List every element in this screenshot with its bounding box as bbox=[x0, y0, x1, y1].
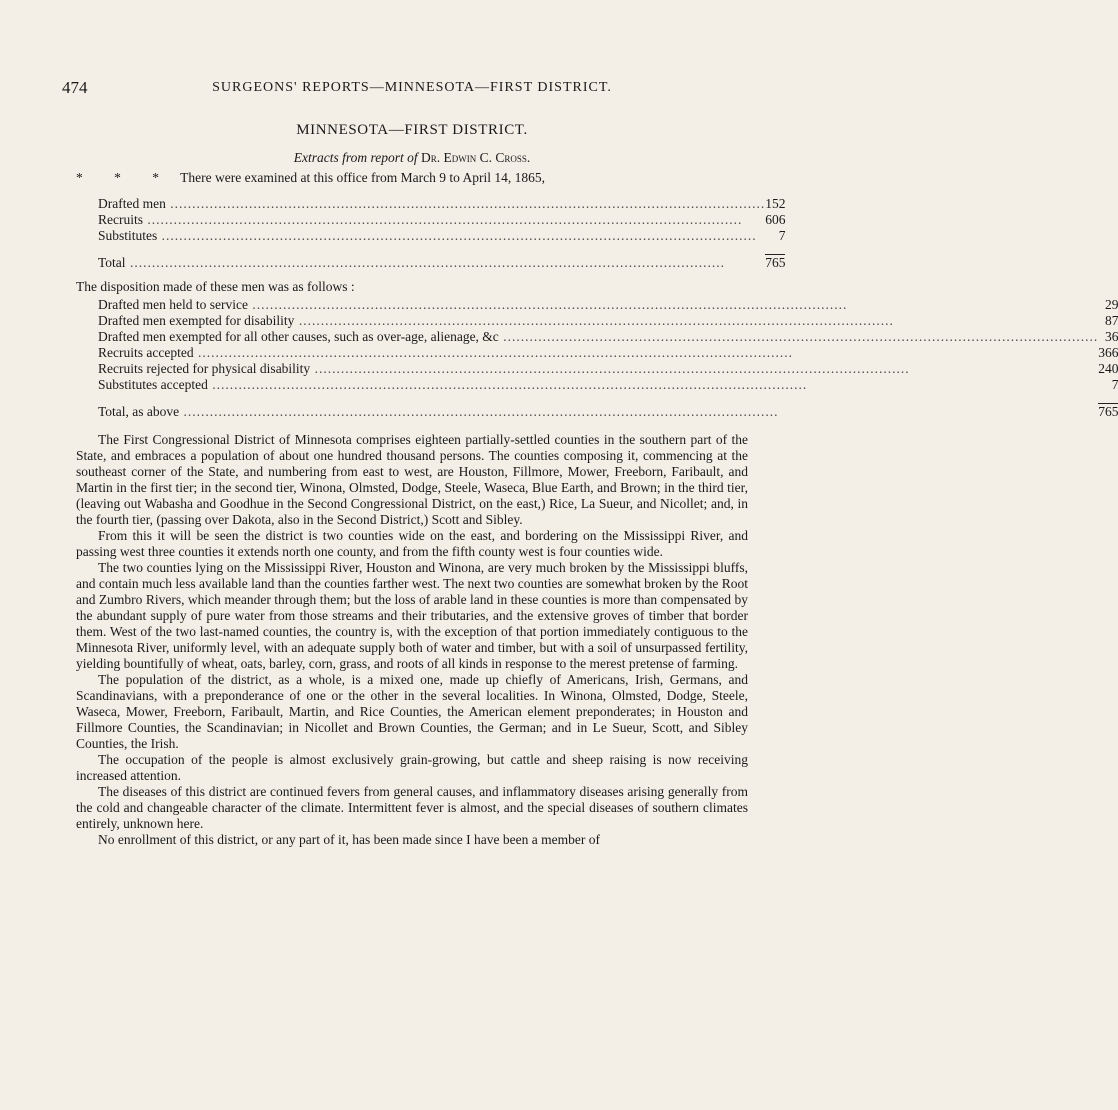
running-head: SURGEONS' REPORTS—MINNESOTA—FIRST DISTRICT. bbox=[212, 80, 612, 95]
table-row bbox=[98, 329, 1118, 345]
total-row bbox=[98, 255, 785, 272]
total-row bbox=[98, 404, 1118, 421]
ellipsis-stars: * * * bbox=[76, 170, 173, 185]
body-paragraph: The population of the district, as a whole, is a mixed one, made up chiefly of Americans, Irish, Germans, and Scandinavians, with a preponderance of one or the other in the several localities. In Winona, Olmsted, Dodge, Steele, Waseca, Mower, Freeborn, Faribault, Martin, and Rice Counties, the American element preponderates; in Houston and Fillmore Counties, the Scandinavian; in Nicollet and Brown Counties, the German; and in Le Sueur, Scott, and Sibley Counties, the Irish. bbox=[76, 672, 748, 751]
row-label: Recruits rejected for physical disability ..... bbox=[98, 361, 1098, 377]
page-header bbox=[62, 78, 762, 104]
table-row bbox=[98, 377, 1118, 393]
row-label: Substitutes ..... bbox=[98, 228, 765, 244]
body-paragraph: The occupation of the people is almost exclusively grain-growing, but cattle and sheep raising is now receiving increased attention. bbox=[76, 752, 748, 783]
table-row bbox=[98, 313, 1118, 329]
row-label: Drafted men exempted for disability ..... bbox=[98, 313, 1098, 329]
report-subtitle bbox=[76, 150, 748, 166]
subtitle-prefix: Extracts from report of bbox=[293, 150, 418, 165]
table-row bbox=[98, 361, 1118, 377]
examined-table bbox=[98, 196, 785, 271]
disposition-lead: The disposition made of these men was as follows : bbox=[76, 279, 355, 294]
table-row bbox=[98, 228, 785, 244]
total-label: Total ..... bbox=[98, 255, 765, 272]
total-value: 765 bbox=[765, 255, 786, 270]
row-value: 606 bbox=[765, 212, 786, 227]
report-author: Dr. Edwin C. Cross. bbox=[420, 150, 531, 165]
total-label: Total, as above ..... bbox=[98, 404, 1098, 421]
row-value: 7 bbox=[1111, 377, 1118, 392]
body-paragraph: No enrollment of this district, or any part of it, has been made since I have been a member of bbox=[98, 832, 600, 847]
intro-text: There were examined at this office from March 9 to April 14, 1865, bbox=[180, 170, 546, 185]
page-number: 474 bbox=[62, 78, 88, 97]
row-value: 152 bbox=[765, 196, 786, 211]
section-title: MINNESOTA—FIRST DISTRICT. bbox=[296, 122, 528, 138]
table-row bbox=[98, 212, 785, 228]
row-label: Recruits ..... bbox=[98, 212, 765, 228]
body-paragraph: The First Congressional District of Minnesota comprises eighteen partially-settled counties in the southern part of the State, and embraces a population of about one hundred thousand persons. The counties composing it, commencing at the southeast corner of the State, and numbering from east to west, are Houston, Fillmore, Mower, Freeborn, Faribault, and Martin in the first tier; in the second tier, Winona, Olmsted, Dodge, Steele, Waseca, Blue Earth, and Brown; in the third tier, (leaving out Wabasha and Goodhue in the Second Congressional District, on the east,) Rice, La Sueur, and Nicollet; and, in the fourth tier, (passing over Dakota, also in the Second District,) Scott and Sibley. bbox=[76, 432, 748, 527]
row-value: 36 bbox=[1104, 329, 1118, 344]
row-label: Drafted men exempted for all other causes, such as over-age, alienage, &c ..... bbox=[98, 329, 1098, 345]
body-paragraph: The two counties lying on the Mississippi River, Houston and Winona, are very much broken by the Mississippi bluffs, and contain much less available land than the counties farther west. The next two counties are somewhat broken by the Root and Zumbro Rivers, which meander through them; but the loss of arable land in these counties is more than compensated by the abundant supply of pure water from those streams and their tributaries, and the extensive groves of timber that border them. West of the two last-named counties, the country is, with the exception of that portion immediately contiguous to the Minnesota River, uniformly level, with an adequate supply both of water and timber, but with a soil of unsurpassed fertility, yielding bountifully of wheat, oats, barley, corn, grass, and roots of all kinds in response to the merest pretense of farming. bbox=[76, 560, 748, 671]
body-paragraph: The diseases of this district are continued fevers from general causes, and inflammatory diseases arising generally from the cold and changeable character of the climate. Intermittent fever is almost, and the special diseases of southern climates entirely, unknown here. bbox=[76, 784, 748, 831]
row-label: Substitutes accepted ..... bbox=[98, 377, 1098, 393]
table-row bbox=[98, 345, 1118, 361]
report-body bbox=[76, 122, 1118, 848]
row-label: Recruits accepted ..... bbox=[98, 345, 1098, 361]
row-value: 7 bbox=[778, 228, 786, 243]
table-row bbox=[98, 297, 1118, 313]
row-value: 240 bbox=[1098, 361, 1118, 376]
total-value: 765 bbox=[1098, 404, 1118, 419]
row-value: 29 bbox=[1104, 297, 1118, 312]
row-label: Drafted men ..... bbox=[98, 196, 765, 212]
row-value: 87 bbox=[1104, 313, 1118, 328]
disposition-table bbox=[98, 297, 1118, 420]
table-row bbox=[98, 196, 785, 212]
row-label: Drafted men held to service ..... bbox=[98, 297, 1098, 313]
intro-line bbox=[76, 170, 748, 186]
row-value: 366 bbox=[1098, 345, 1118, 360]
body-paragraph: From this it will be seen the district is two counties wide on the east, and bordering on the Mississippi River, and passing west three counties it extends north one county, and from the fifth county west is four counties wide. bbox=[76, 528, 748, 559]
